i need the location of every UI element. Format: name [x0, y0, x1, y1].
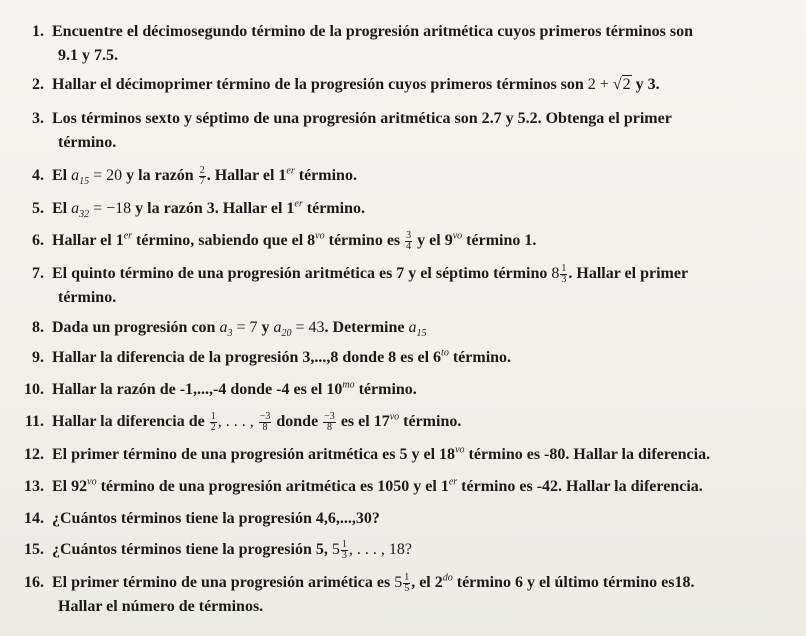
- exercise-8: [16, 316, 776, 340]
- exercise-text: término es -80. Hallar la diferencia.: [468, 446, 711, 463]
- exercise-text: El: [52, 167, 68, 184]
- exercise-text: y la razón: [126, 167, 194, 184]
- ordinal-suffix: vo: [87, 476, 97, 488]
- exercise-3: [16, 107, 776, 131]
- exercise-text: término es: [328, 232, 401, 249]
- math-subscript: 15: [79, 176, 90, 188]
- ordinal-suffix: er: [294, 198, 303, 210]
- math-var: a: [273, 319, 282, 336]
- math-equation: = 7: [236, 319, 258, 336]
- exercise-text: , el 2: [411, 574, 443, 591]
- exercise-text: . Hallar el 1: [206, 167, 287, 184]
- exercise-text: Encuentre el décimosegundo término de la progresión aritmética cuyos primeros términos son: [52, 23, 693, 40]
- exercise-1-cont: [58, 44, 806, 68]
- exercise-11: [16, 410, 776, 434]
- ordinal-suffix: vo: [455, 444, 465, 456]
- fraction: $\frac{2}{7}$: [199, 164, 205, 187]
- mixed-number-whole: 5: [394, 574, 403, 591]
- exercise-text: donde: [276, 413, 319, 430]
- exercise-number: 3.: [32, 110, 44, 127]
- fraction: $\frac{3}{4}$: [406, 229, 412, 252]
- exercise-number: 5.: [32, 200, 44, 217]
- exercise-text: es el 17: [340, 413, 390, 430]
- exercise-text: El primer término de una progresión arimética es: [52, 574, 391, 591]
- exercise-13: [16, 475, 776, 499]
- exercise-text: término.: [306, 200, 365, 217]
- exercise-text: término de una progresión aritmética es 1050 y el 1: [100, 478, 449, 495]
- exercise-7: [16, 262, 776, 286]
- exercise-text: Hallar el décimoprimer término de la progresión cuyos primeros términos son: [52, 76, 584, 93]
- math-subscript: 32: [79, 209, 90, 221]
- exercise-text: término.: [298, 167, 357, 184]
- exercise-number: 10.: [24, 381, 44, 398]
- math-equation: = −18: [93, 200, 132, 217]
- math-var: a: [71, 200, 80, 217]
- exercise-text: Dada un progresión con: [52, 319, 216, 336]
- math-subscript: 20: [281, 328, 292, 340]
- exercise-text: término 1.: [466, 232, 537, 249]
- exercise-text: y la razón 3. Hallar el 1: [135, 200, 295, 217]
- fraction: $\frac{1}{3}$: [341, 538, 347, 561]
- exercise-number: 4.: [32, 167, 44, 184]
- exercise-text: . Hallar el primer: [568, 265, 689, 282]
- exercise-14: [16, 507, 776, 531]
- exercise-number: 9.: [32, 349, 44, 366]
- exercise-2: [16, 73, 776, 97]
- ordinal-suffix: er: [286, 165, 295, 177]
- exercise-text: Hallar el número de términos.: [58, 598, 264, 615]
- ellipsis: , . . . ,: [217, 413, 254, 430]
- math-var: a: [408, 319, 417, 336]
- ordinal-suffix: er: [448, 476, 458, 488]
- ordinal-suffix: do: [442, 572, 453, 584]
- exercise-text: término.: [58, 289, 117, 306]
- exercise-text: . Determine: [324, 319, 405, 336]
- fraction: $\frac{-3}{8}$: [324, 410, 335, 433]
- exercise-text: ¿Cuántos términos tiene la progresión 5,: [52, 541, 328, 558]
- exercise-5: [16, 197, 776, 221]
- exercise-number: 12.: [24, 446, 44, 463]
- exercise-text: Hallar el 1: [52, 232, 124, 249]
- math-var: a: [71, 167, 80, 184]
- exercise-text: Hallar la razón de -1,...,-4 donde -4 es el 10: [52, 381, 343, 398]
- exercise-text: término.: [58, 134, 117, 151]
- exercise-3-cont: [58, 131, 806, 155]
- exercise-text: , . . . , 18?: [348, 541, 412, 558]
- exercise-text: 9.1 y 7.5.: [58, 47, 118, 64]
- exercise-number: 2.: [32, 76, 44, 93]
- exercise-text: El: [52, 200, 68, 217]
- exercise-10: [16, 378, 776, 402]
- fraction: $\frac{1}{3}$: [561, 262, 567, 285]
- exercise-text: término.: [452, 349, 512, 366]
- exercise-text: término.: [403, 413, 462, 430]
- exercise-text: término 6 y el último término es18.: [456, 574, 695, 591]
- exercise-number: 13.: [24, 478, 44, 495]
- exercise-4: [16, 164, 776, 188]
- math-expression: 2 + √2: [587, 76, 631, 93]
- exercise-number: 8.: [32, 319, 44, 336]
- exercise-number: 15.: [24, 541, 44, 558]
- exercise-text: y el 9: [417, 232, 453, 249]
- ordinal-suffix: vo: [389, 411, 400, 423]
- exercise-text: El 92: [52, 478, 88, 495]
- exercise-text: término, sabiendo que el 8: [136, 232, 316, 249]
- exercise-text: ¿Cuántos términos tiene la progresión 4,6,...,30?: [52, 510, 380, 527]
- exercise-number: 6.: [32, 232, 44, 249]
- exercise-15: [16, 538, 776, 562]
- ordinal-suffix: to: [441, 347, 449, 359]
- exercise-number: 7.: [32, 265, 44, 282]
- ordinal-suffix: vo: [315, 230, 325, 242]
- exercise-text: Hallar la diferencia de: [52, 413, 205, 430]
- exercise-text: término.: [358, 381, 417, 398]
- exercise-text: y: [261, 319, 270, 336]
- exercise-text: El primer término de una progresión aritmética es 5 y el 18: [52, 446, 456, 463]
- exercise-6: [16, 229, 776, 253]
- exercise-text: Los términos sexto y séptimo de una progresión aritmética son 2.7 y 5.2. Obtenga el primer: [52, 110, 672, 127]
- ordinal-suffix: mo: [342, 379, 355, 391]
- math-equation: = 20: [93, 167, 123, 184]
- exercise-1: [16, 20, 776, 44]
- exercise-number: 1.: [32, 23, 44, 40]
- exercise-9: [16, 346, 776, 370]
- exercise-text: Hallar la diferencia de la progresión 3,...,8 donde 8 es el 6: [52, 349, 442, 366]
- ordinal-suffix: vo: [452, 230, 463, 242]
- mixed-number-whole: 5: [331, 541, 340, 558]
- exercise-number: 16.: [24, 574, 44, 591]
- fraction: $\frac{1}{5}$: [404, 571, 410, 594]
- math-subscript: 15: [416, 328, 427, 340]
- math-equation: = 43: [295, 319, 325, 336]
- exercise-text: término es -42. Hallar la diferencia.: [461, 478, 703, 495]
- exercise-7-cont: [58, 286, 806, 310]
- math-var: a: [219, 319, 228, 336]
- fraction: $\frac{1}{2}$: [210, 410, 216, 433]
- ordinal-suffix: er: [123, 230, 133, 242]
- exercise-text: El quinto término de una progresión aritmética es 7 y el séptimo término: [52, 265, 548, 282]
- exercise-number: 14.: [24, 510, 44, 527]
- math-subscript: 3: [227, 328, 233, 340]
- exercise-text: y 3.: [635, 76, 660, 93]
- exercise-12: [16, 443, 776, 467]
- fraction: $\frac{-3}{8}$: [259, 410, 271, 433]
- mixed-number-whole: 8: [551, 265, 560, 282]
- exercise-16-cont: [58, 595, 806, 619]
- exercise-number: 11.: [24, 413, 44, 430]
- exercise-16: [16, 571, 776, 595]
